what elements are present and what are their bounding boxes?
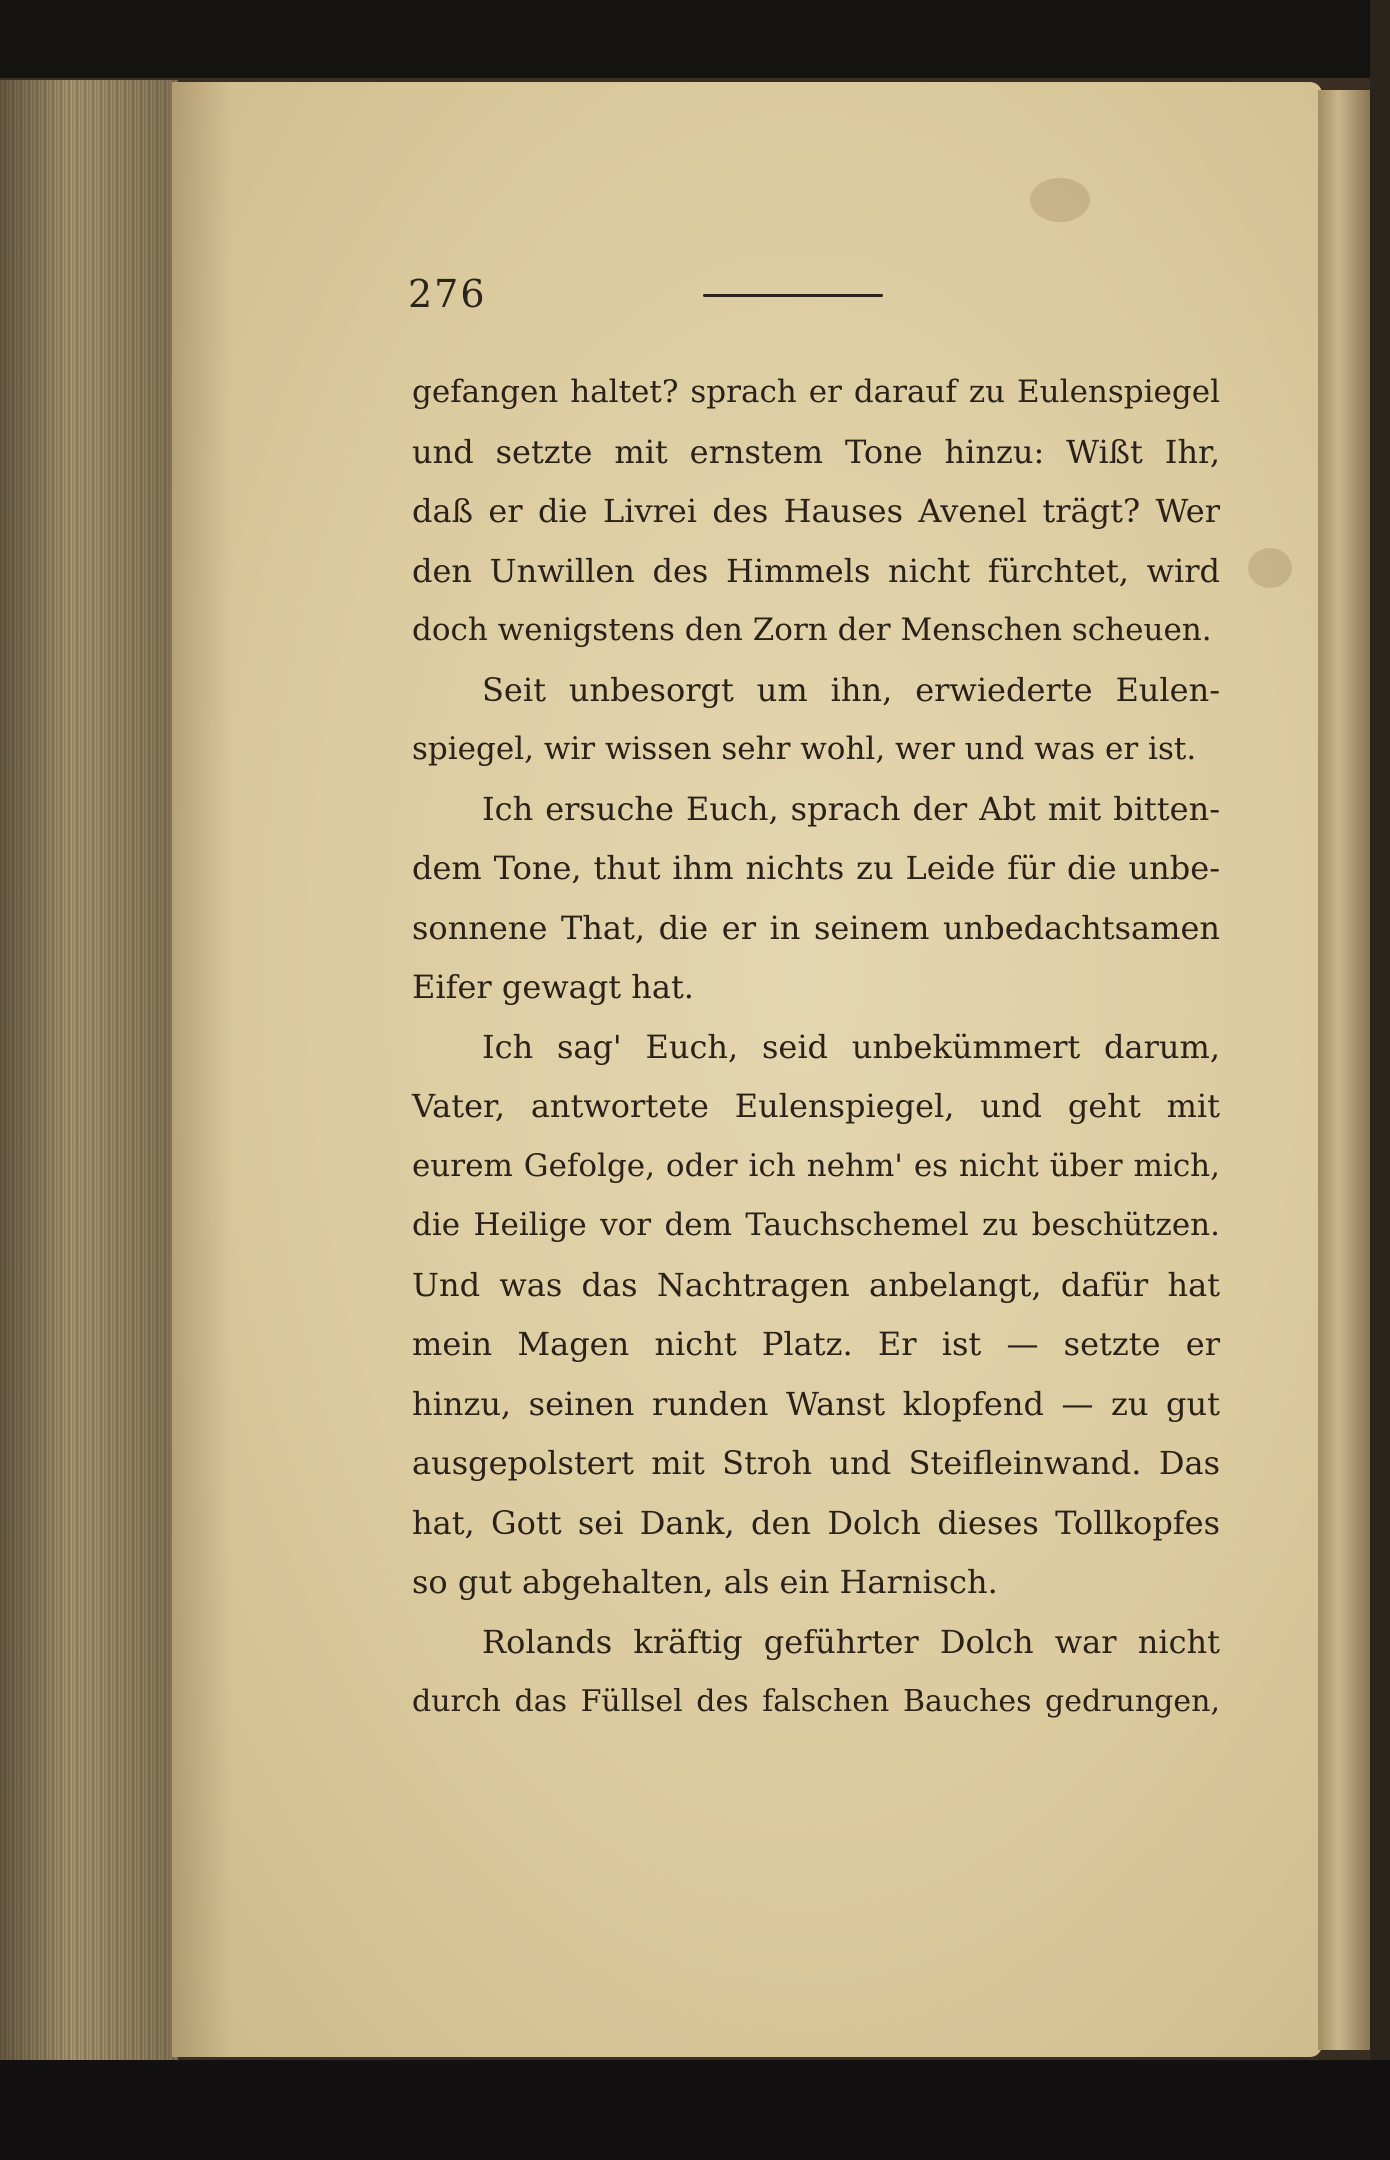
stain	[1248, 548, 1292, 588]
body-text	[412, 363, 1220, 1732]
text-line: spiegel, wir wissen sehr wohl, wer und was er ist.	[412, 731, 1197, 767]
stain	[1030, 178, 1090, 222]
page-header	[408, 272, 1208, 332]
text-line: und setzte mit ernstem Tone hinzu: Wißt Ihr,	[412, 432, 1220, 471]
text-line: mein Magen nicht Platz. Er ist — setzte er	[412, 1325, 1220, 1363]
text-line: dem Tone, thut ihm nichts zu Leide für die unbe-	[412, 849, 1220, 887]
facing-page-edge	[1318, 90, 1370, 2050]
text-line: hat, Gott sei Dank, den Dolch dieses Tollkopfes	[412, 1503, 1220, 1542]
text-line: so gut abgehalten, als ein Harnisch.	[412, 1563, 998, 1601]
text-line: daß er die Livrei des Hauses Avenel trägt? Wer	[412, 492, 1220, 530]
text-line: doch wenigstens den Zorn der Menschen scheuen.	[412, 612, 1212, 648]
text-line: sonnene That, die er in seinem unbedachtsamen	[412, 908, 1220, 947]
text-line: Und was das Nachtragen anbelangt, dafür hat	[412, 1265, 1220, 1304]
text-line: durch das Füllsel des falschen Bauches gedrungen,	[412, 1684, 1220, 1719]
text-line: eurem Gefolge, oder ich nehm' es nicht über mich,	[412, 1147, 1220, 1184]
right-border	[1370, 0, 1390, 2160]
text-line: ausgepolstert mit Stroh und Steifleinwand. Das	[412, 1444, 1220, 1482]
text-line: Ich sag' Euch, seid unbekümmert darum,	[482, 1027, 1220, 1066]
text-line: hinzu, seinen runden Wanst klopfend — zu gut	[412, 1384, 1220, 1423]
text-line: Rolands kräftig geführter Dolch war nicht	[482, 1622, 1220, 1661]
text-line: den Unwillen des Himmels nicht fürchtet, wird	[412, 551, 1220, 590]
header-rule	[703, 294, 883, 297]
text-line: Vater, antwortete Eulenspiegel, und geht mit	[412, 1087, 1220, 1125]
text-line: gefangen haltet? sprach er darauf zu Eulenspiegel	[412, 374, 1220, 410]
page-edges-shadow	[0, 80, 178, 2060]
text-line: Seit unbesorgt um ihn, erwiederte Eulen-	[482, 670, 1220, 709]
text-line: die Heilige vor dem Tauchschemel zu beschützen.	[412, 1207, 1220, 1243]
gutter-shadow	[172, 82, 232, 2057]
bottom-border	[0, 2060, 1390, 2160]
text-line: Ich ersuche Euch, sprach der Abt mit bitten-	[482, 789, 1220, 828]
text-line: Eifer gewagt hat.	[412, 968, 694, 1006]
page-number: 276	[408, 272, 487, 316]
